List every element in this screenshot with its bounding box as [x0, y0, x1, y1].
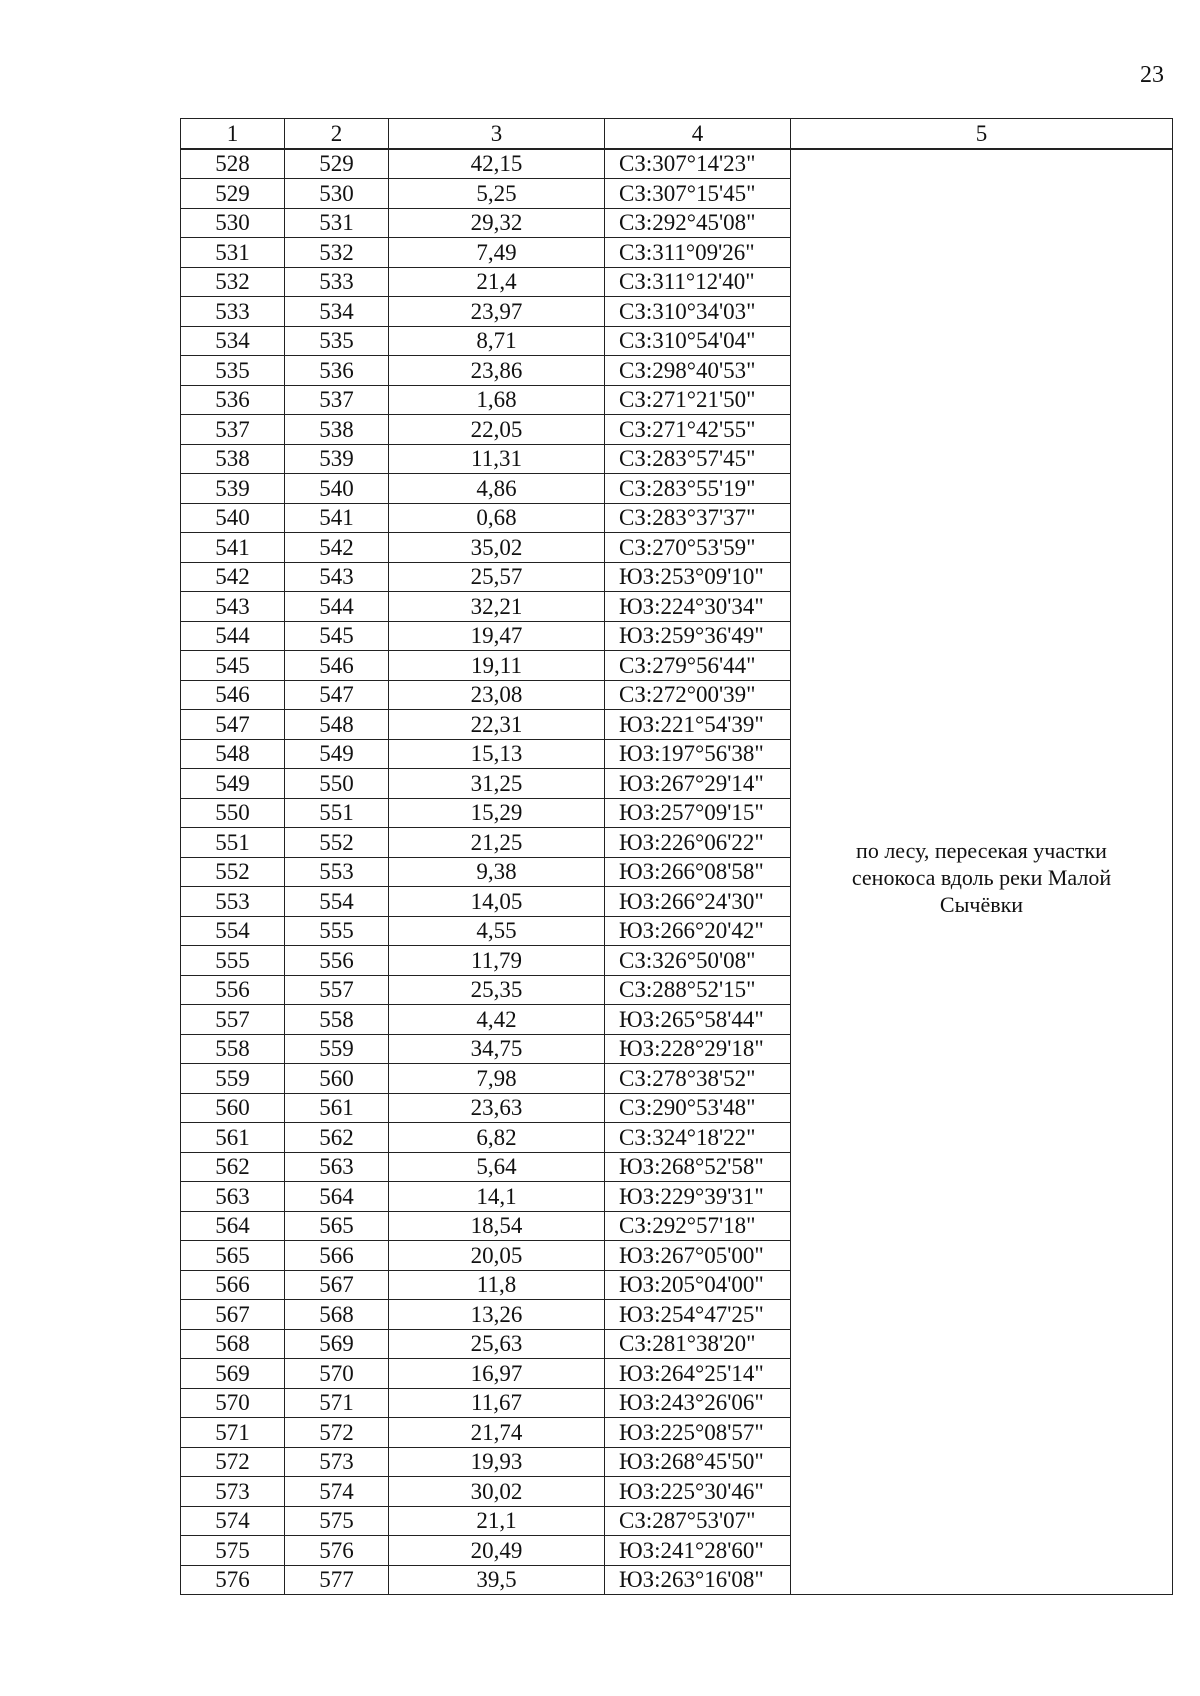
- bearing-cell: ЮЗ:268°52'58": [605, 1152, 791, 1182]
- to-point-cell: 562: [285, 1123, 389, 1153]
- to-point-cell: 537: [285, 385, 389, 415]
- distance-cell: 25,35: [389, 975, 605, 1005]
- from-point-cell: 538: [181, 444, 285, 474]
- to-point-cell: 536: [285, 356, 389, 386]
- distance-cell: 13,26: [389, 1300, 605, 1330]
- distance-cell: 11,67: [389, 1388, 605, 1418]
- distance-cell: 22,31: [389, 710, 605, 740]
- distance-cell: 23,63: [389, 1093, 605, 1123]
- to-point-cell: 548: [285, 710, 389, 740]
- from-point-cell: 572: [181, 1447, 285, 1477]
- to-point-cell: 563: [285, 1152, 389, 1182]
- from-point-cell: 561: [181, 1123, 285, 1153]
- from-point-cell: 532: [181, 267, 285, 297]
- to-point-cell: 556: [285, 946, 389, 976]
- distance-cell: 5,25: [389, 179, 605, 209]
- distance-cell: 11,8: [389, 1270, 605, 1300]
- from-point-cell: 565: [181, 1241, 285, 1271]
- to-point-cell: 553: [285, 857, 389, 887]
- from-point-cell: 568: [181, 1329, 285, 1359]
- to-point-cell: 535: [285, 326, 389, 356]
- to-point-cell: 534: [285, 297, 389, 327]
- bearing-cell: СЗ:283°55'19": [605, 474, 791, 504]
- distance-cell: 23,86: [389, 356, 605, 386]
- from-point-cell: 528: [181, 149, 285, 179]
- to-point-cell: 554: [285, 887, 389, 917]
- bearing-cell: ЮЗ:228°29'18": [605, 1034, 791, 1064]
- from-point-cell: 567: [181, 1300, 285, 1330]
- distance-cell: 0,68: [389, 503, 605, 533]
- from-point-cell: 541: [181, 533, 285, 563]
- to-point-cell: 533: [285, 267, 389, 297]
- distance-cell: 15,13: [389, 739, 605, 769]
- to-point-cell: 550: [285, 769, 389, 799]
- from-point-cell: 554: [181, 916, 285, 946]
- bearing-cell: ЮЗ:259°36'49": [605, 621, 791, 651]
- distance-cell: 34,75: [389, 1034, 605, 1064]
- distance-cell: 14,1: [389, 1182, 605, 1212]
- bearing-cell: СЗ:272°00'39": [605, 680, 791, 710]
- distance-cell: 29,32: [389, 208, 605, 238]
- from-point-cell: 570: [181, 1388, 285, 1418]
- distance-cell: 4,42: [389, 1005, 605, 1035]
- from-point-cell: 558: [181, 1034, 285, 1064]
- bearing-cell: СЗ:290°53'48": [605, 1093, 791, 1123]
- bearing-cell: СЗ:307°14'23": [605, 149, 791, 179]
- to-point-cell: 540: [285, 474, 389, 504]
- from-point-cell: 535: [181, 356, 285, 386]
- description-line: по лесу, пересекая участки: [856, 837, 1107, 863]
- to-point-cell: 567: [285, 1270, 389, 1300]
- to-point-cell: 571: [285, 1388, 389, 1418]
- to-point-cell: 543: [285, 562, 389, 592]
- from-point-cell: 539: [181, 474, 285, 504]
- to-point-cell: 561: [285, 1093, 389, 1123]
- bearing-cell: СЗ:279°56'44": [605, 651, 791, 681]
- to-point-cell: 532: [285, 238, 389, 268]
- to-point-cell: 531: [285, 208, 389, 238]
- table-body: [181, 149, 1173, 1595]
- distance-cell: 32,21: [389, 592, 605, 622]
- from-point-cell: 529: [181, 179, 285, 209]
- bearing-cell: СЗ:283°57'45": [605, 444, 791, 474]
- to-point-cell: 559: [285, 1034, 389, 1064]
- to-point-cell: 542: [285, 533, 389, 563]
- from-point-cell: 531: [181, 238, 285, 268]
- bearing-cell: ЮЗ:253°09'10": [605, 562, 791, 592]
- bearing-cell: СЗ:281°38'20": [605, 1329, 791, 1359]
- bearing-cell: ЮЗ:221°54'39": [605, 710, 791, 740]
- from-point-cell: 551: [181, 828, 285, 858]
- distance-cell: 11,31: [389, 444, 605, 474]
- from-point-cell: 533: [181, 297, 285, 327]
- bearing-cell: ЮЗ:197°56'38": [605, 739, 791, 769]
- distance-cell: 4,55: [389, 916, 605, 946]
- to-point-cell: 565: [285, 1211, 389, 1241]
- bearing-cell: СЗ:271°21'50": [605, 385, 791, 415]
- boundary-points-table: [180, 118, 1173, 1595]
- from-point-cell: 562: [181, 1152, 285, 1182]
- distance-cell: 22,05: [389, 415, 605, 445]
- distance-cell: 19,47: [389, 621, 605, 651]
- from-point-cell: 576: [181, 1565, 285, 1595]
- table-header-row: [181, 119, 1173, 149]
- to-point-cell: 572: [285, 1418, 389, 1448]
- to-point-cell: 552: [285, 828, 389, 858]
- bearing-cell: ЮЗ:225°08'57": [605, 1418, 791, 1448]
- bearing-cell: ЮЗ:257°09'15": [605, 798, 791, 828]
- description-line: сенокоса вдоль реки Малой: [851, 864, 1112, 890]
- distance-cell: 7,98: [389, 1064, 605, 1094]
- from-point-cell: 560: [181, 1093, 285, 1123]
- to-point-cell: 549: [285, 739, 389, 769]
- from-point-cell: 547: [181, 710, 285, 740]
- from-point-cell: 543: [181, 592, 285, 622]
- distance-cell: 16,97: [389, 1359, 605, 1389]
- bearing-cell: СЗ:311°12'40": [605, 267, 791, 297]
- bearing-cell: СЗ:310°54'04": [605, 326, 791, 356]
- from-point-cell: 549: [181, 769, 285, 799]
- from-point-cell: 530: [181, 208, 285, 238]
- distance-cell: 8,71: [389, 326, 605, 356]
- from-point-cell: 546: [181, 680, 285, 710]
- to-point-cell: 577: [285, 1565, 389, 1595]
- to-point-cell: 544: [285, 592, 389, 622]
- from-point-cell: 544: [181, 621, 285, 651]
- bearing-cell: СЗ:292°45'08": [605, 208, 791, 238]
- bearing-cell: СЗ:288°52'15": [605, 975, 791, 1005]
- to-point-cell: 570: [285, 1359, 389, 1389]
- column-header-5: 5: [791, 119, 1173, 149]
- bearing-cell: СЗ:298°40'53": [605, 356, 791, 386]
- from-point-cell: 542: [181, 562, 285, 592]
- page-number: 23: [1140, 62, 1164, 88]
- distance-cell: 5,64: [389, 1152, 605, 1182]
- distance-cell: 20,49: [389, 1536, 605, 1566]
- to-point-cell: 575: [285, 1506, 389, 1536]
- distance-cell: 25,57: [389, 562, 605, 592]
- bearing-cell: ЮЗ:254°47'25": [605, 1300, 791, 1330]
- from-point-cell: 566: [181, 1270, 285, 1300]
- distance-cell: 15,29: [389, 798, 605, 828]
- from-point-cell: 556: [181, 975, 285, 1005]
- column-header-4: 4: [605, 119, 791, 149]
- distance-cell: 1,68: [389, 385, 605, 415]
- from-point-cell: 564: [181, 1211, 285, 1241]
- bearing-cell: ЮЗ:243°26'06": [605, 1388, 791, 1418]
- bearing-cell: ЮЗ:265°58'44": [605, 1005, 791, 1035]
- to-point-cell: 555: [285, 916, 389, 946]
- bearing-cell: СЗ:311°09'26": [605, 238, 791, 268]
- from-point-cell: 537: [181, 415, 285, 445]
- distance-cell: 23,97: [389, 297, 605, 327]
- to-point-cell: 551: [285, 798, 389, 828]
- bearing-cell: СЗ:278°38'52": [605, 1064, 791, 1094]
- distance-cell: 30,02: [389, 1477, 605, 1507]
- to-point-cell: 530: [285, 179, 389, 209]
- bearing-cell: ЮЗ:267°05'00": [605, 1241, 791, 1271]
- to-point-cell: 538: [285, 415, 389, 445]
- bearing-cell: СЗ:324°18'22": [605, 1123, 791, 1153]
- to-point-cell: 576: [285, 1536, 389, 1566]
- bearing-cell: ЮЗ:266°20'42": [605, 916, 791, 946]
- distance-cell: 21,4: [389, 267, 605, 297]
- distance-cell: 42,15: [389, 149, 605, 179]
- to-point-cell: 529: [285, 149, 389, 179]
- from-point-cell: 569: [181, 1359, 285, 1389]
- distance-cell: 19,93: [389, 1447, 605, 1477]
- from-point-cell: 559: [181, 1064, 285, 1094]
- distance-cell: 4,86: [389, 474, 605, 504]
- to-point-cell: 568: [285, 1300, 389, 1330]
- to-point-cell: 539: [285, 444, 389, 474]
- to-point-cell: 564: [285, 1182, 389, 1212]
- bearing-cell: СЗ:270°53'59": [605, 533, 791, 563]
- bearing-cell: ЮЗ:241°28'60": [605, 1536, 791, 1566]
- boundary-description: [791, 837, 1172, 918]
- to-point-cell: 557: [285, 975, 389, 1005]
- to-point-cell: 560: [285, 1064, 389, 1094]
- from-point-cell: 573: [181, 1477, 285, 1507]
- bearing-cell: ЮЗ:268°45'50": [605, 1447, 791, 1477]
- from-point-cell: 555: [181, 946, 285, 976]
- to-point-cell: 566: [285, 1241, 389, 1271]
- to-point-cell: 547: [285, 680, 389, 710]
- bearing-cell: ЮЗ:263°16'08": [605, 1565, 791, 1595]
- to-point-cell: 558: [285, 1005, 389, 1035]
- column-header-2: 2: [285, 119, 389, 149]
- column-header-1: 1: [181, 119, 285, 149]
- bearing-cell: СЗ:326°50'08": [605, 946, 791, 976]
- distance-cell: 7,49: [389, 238, 605, 268]
- from-point-cell: 550: [181, 798, 285, 828]
- to-point-cell: 569: [285, 1329, 389, 1359]
- bearing-cell: ЮЗ:267°29'14": [605, 769, 791, 799]
- bearing-cell: СЗ:310°34'03": [605, 297, 791, 327]
- column-header-3: 3: [389, 119, 605, 149]
- boundary-description-cell: [791, 149, 1173, 1595]
- distance-cell: 25,63: [389, 1329, 605, 1359]
- from-point-cell: 574: [181, 1506, 285, 1536]
- distance-cell: 39,5: [389, 1565, 605, 1595]
- to-point-cell: 541: [285, 503, 389, 533]
- bearing-cell: СЗ:292°57'18": [605, 1211, 791, 1241]
- from-point-cell: 553: [181, 887, 285, 917]
- bearing-cell: ЮЗ:229°39'31": [605, 1182, 791, 1212]
- distance-cell: 20,05: [389, 1241, 605, 1271]
- distance-cell: 21,25: [389, 828, 605, 858]
- to-point-cell: 546: [285, 651, 389, 681]
- from-point-cell: 534: [181, 326, 285, 356]
- to-point-cell: 545: [285, 621, 389, 651]
- distance-cell: 14,05: [389, 887, 605, 917]
- bearing-cell: ЮЗ:226°06'22": [605, 828, 791, 858]
- from-point-cell: 557: [181, 1005, 285, 1035]
- distance-cell: 21,74: [389, 1418, 605, 1448]
- distance-cell: 35,02: [389, 533, 605, 563]
- bearing-cell: ЮЗ:205°04'00": [605, 1270, 791, 1300]
- bearing-cell: СЗ:287°53'07": [605, 1506, 791, 1536]
- to-point-cell: 573: [285, 1447, 389, 1477]
- distance-cell: 21,1: [389, 1506, 605, 1536]
- table-row: [181, 149, 1173, 179]
- to-point-cell: 574: [285, 1477, 389, 1507]
- distance-cell: 9,38: [389, 857, 605, 887]
- distance-cell: 18,54: [389, 1211, 605, 1241]
- distance-cell: 6,82: [389, 1123, 605, 1153]
- from-point-cell: 545: [181, 651, 285, 681]
- distance-cell: 11,79: [389, 946, 605, 976]
- bearing-cell: ЮЗ:264°25'14": [605, 1359, 791, 1389]
- from-point-cell: 536: [181, 385, 285, 415]
- from-point-cell: 540: [181, 503, 285, 533]
- description-line: Сычёвки: [939, 891, 1024, 917]
- bearing-cell: СЗ:307°15'45": [605, 179, 791, 209]
- from-point-cell: 575: [181, 1536, 285, 1566]
- from-point-cell: 571: [181, 1418, 285, 1448]
- bearing-cell: ЮЗ:266°24'30": [605, 887, 791, 917]
- bearing-cell: СЗ:271°42'55": [605, 415, 791, 445]
- bearing-cell: СЗ:283°37'37": [605, 503, 791, 533]
- distance-cell: 23,08: [389, 680, 605, 710]
- from-point-cell: 552: [181, 857, 285, 887]
- bearing-cell: ЮЗ:266°08'58": [605, 857, 791, 887]
- bearing-cell: ЮЗ:225°30'46": [605, 1477, 791, 1507]
- bearing-cell: ЮЗ:224°30'34": [605, 592, 791, 622]
- distance-cell: 31,25: [389, 769, 605, 799]
- from-point-cell: 563: [181, 1182, 285, 1212]
- distance-cell: 19,11: [389, 651, 605, 681]
- from-point-cell: 548: [181, 739, 285, 769]
